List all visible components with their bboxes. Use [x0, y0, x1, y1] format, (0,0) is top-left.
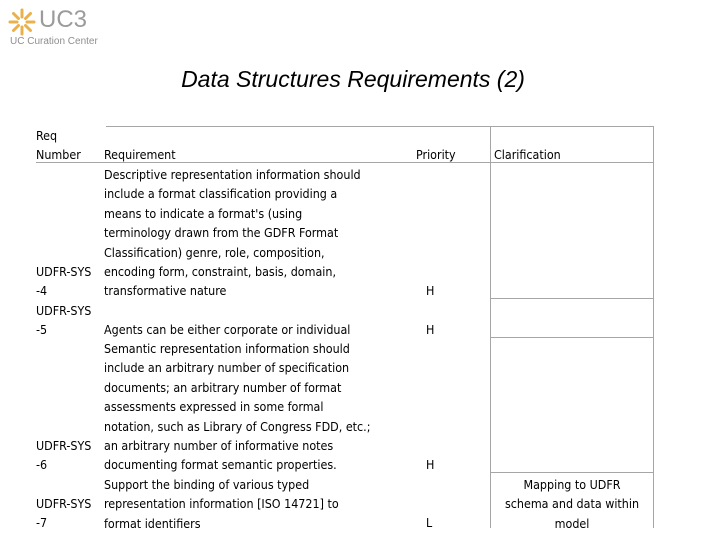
row-req-number: UDFR-SYS -5 — [36, 303, 92, 338]
requirements-table — [36, 126, 656, 531]
grid-line — [653, 126, 654, 528]
logo-name: UC3 — [39, 6, 88, 33]
header-req-number: Req Number — [36, 128, 81, 163]
grid-line — [490, 126, 491, 528]
header-clarification: Clarification — [494, 147, 561, 162]
grid-line — [106, 126, 653, 127]
page-title-text: Data Structures Requirements (2) — [181, 66, 525, 92]
row-priority: H — [426, 457, 435, 472]
row-requirement: Descriptive representation information should include a format classification providing a means to indicate a format's (using terminology drawn from the GDFR Format Classification) genre, role, composition, encoding form, constraint, basis, domain, transformative nature — [104, 167, 361, 299]
logo-subtitle: UC Curation Center — [10, 36, 98, 47]
row-requirement: Support the binding of various typed representation information [ISO 14721] to format identifiers — [104, 477, 339, 531]
grid-line — [490, 337, 653, 338]
row-priority: L — [426, 515, 433, 530]
header-priority: Priority — [416, 147, 456, 162]
uc3-logo — [8, 6, 138, 52]
row-priority: H — [426, 283, 435, 298]
row-req-number: UDFR-SYS -4 — [36, 264, 92, 299]
row-clarification: Mapping to UDFR schema and data within model — [504, 477, 640, 531]
row-req-number: UDFR-SYS -7 — [36, 496, 92, 531]
row-req-number: UDFR-SYS -6 — [36, 438, 92, 473]
asterisk-icon — [8, 8, 36, 36]
grid-line — [490, 472, 653, 473]
page-title — [0, 66, 720, 93]
row-priority: H — [426, 322, 435, 337]
row-requirement: Agents can be either corporate or individual — [104, 322, 351, 337]
grid-line — [490, 298, 653, 299]
row-requirement: Semantic representation information should include an arbitrary number of specification documents; an arbitrary number of format assessments expressed in some formal notation, such as Library of Congress FDD, etc.; an arbitrary number of informative notes documenting format semantic properties. — [104, 341, 371, 473]
header-requirement: Requirement — [104, 147, 176, 162]
